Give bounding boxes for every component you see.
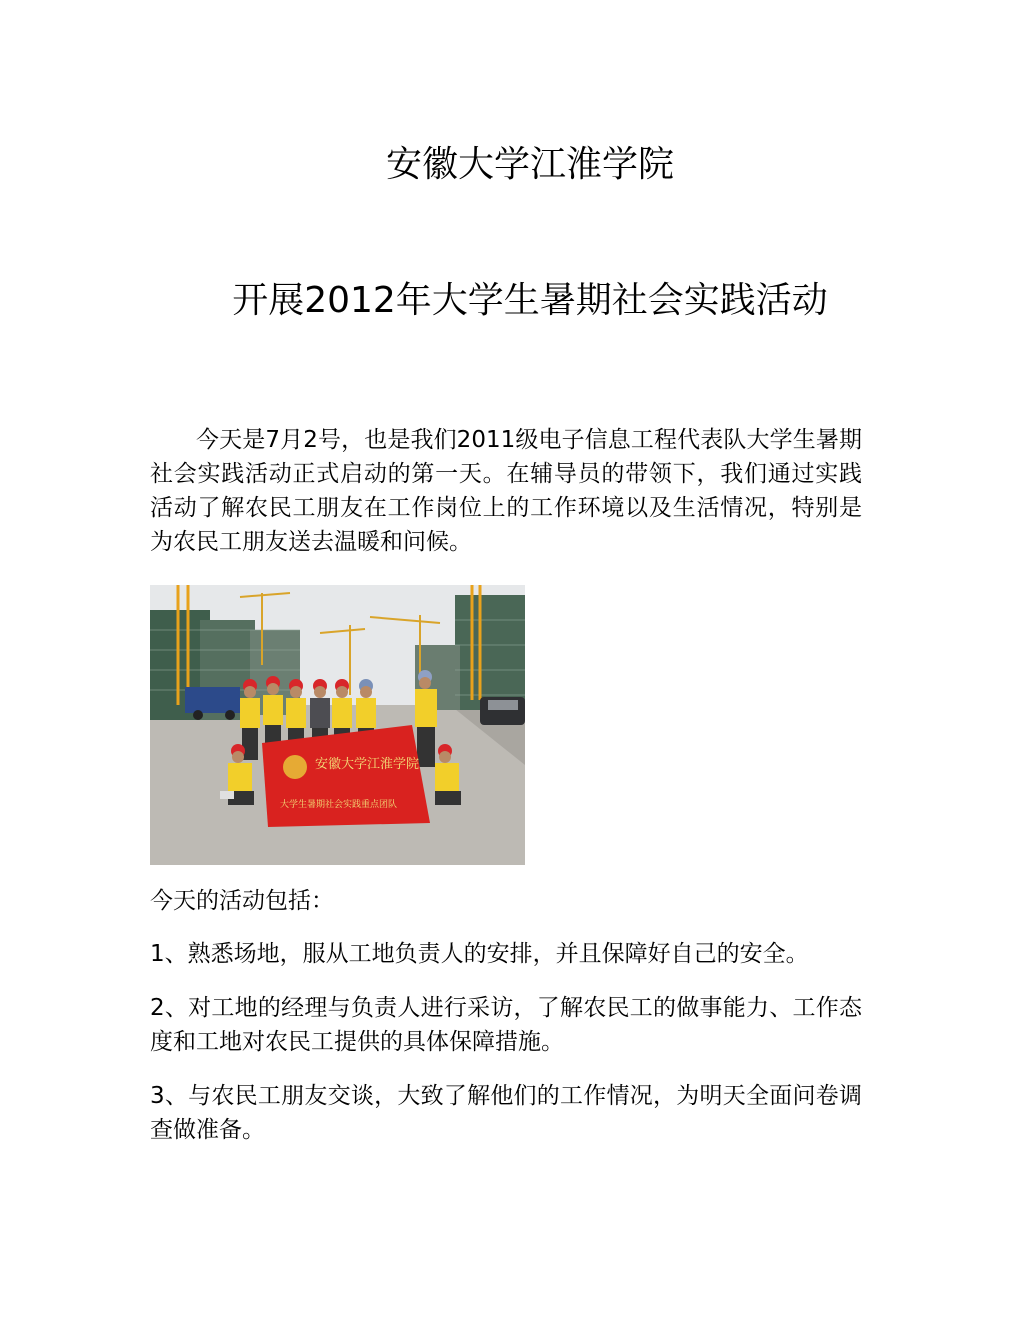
team-photo-illustration [150,585,525,865]
activities-heading: 今天的活动包括： [150,888,334,914]
photo-car-window [488,700,518,710]
photo-banner-line2: 大学生暑期社会实践重点团队 [280,800,398,810]
intro-paragraph: 今天是7月2号，也是我们2011级电子信息工程代表队大学生暑期社会实践活动正式启动的第一天。在辅导员的带领下，我们通过实践活动了解农民工朋友在工作岗位上的工作环境以及生活情况，特别是为农民工朋友送去温暖和问候。 [150,427,862,555]
activity-item-2: 2、对工地的经理与负责人进行采访，了解农民工的做事能力、工作态度和工地对农民工提供的具体保障措施。 [150,995,862,1055]
document-subtitle: 开展2012年大学生暑期社会实践活动 [232,280,828,321]
photo-banner [262,725,430,827]
photo-building-right [455,595,525,710]
activity-item-3: 3、与农民工朋友交谈，大致了解他们的工作情况，为明天全面问卷调查做准备。 [150,1083,862,1143]
document-title: 安徽大学江淮学院 [385,144,674,185]
photo-banner-line1: 安徽大学江淮学院 [315,757,420,772]
photo-truck-wheel [193,710,203,720]
photo-truck-wheel [225,710,235,720]
team-photo [150,585,525,865]
photo-truck [185,687,240,713]
activity-item-1: 1、熟悉场地，服从工地负责人的安排，并且保障好自己的安全。 [150,941,809,967]
